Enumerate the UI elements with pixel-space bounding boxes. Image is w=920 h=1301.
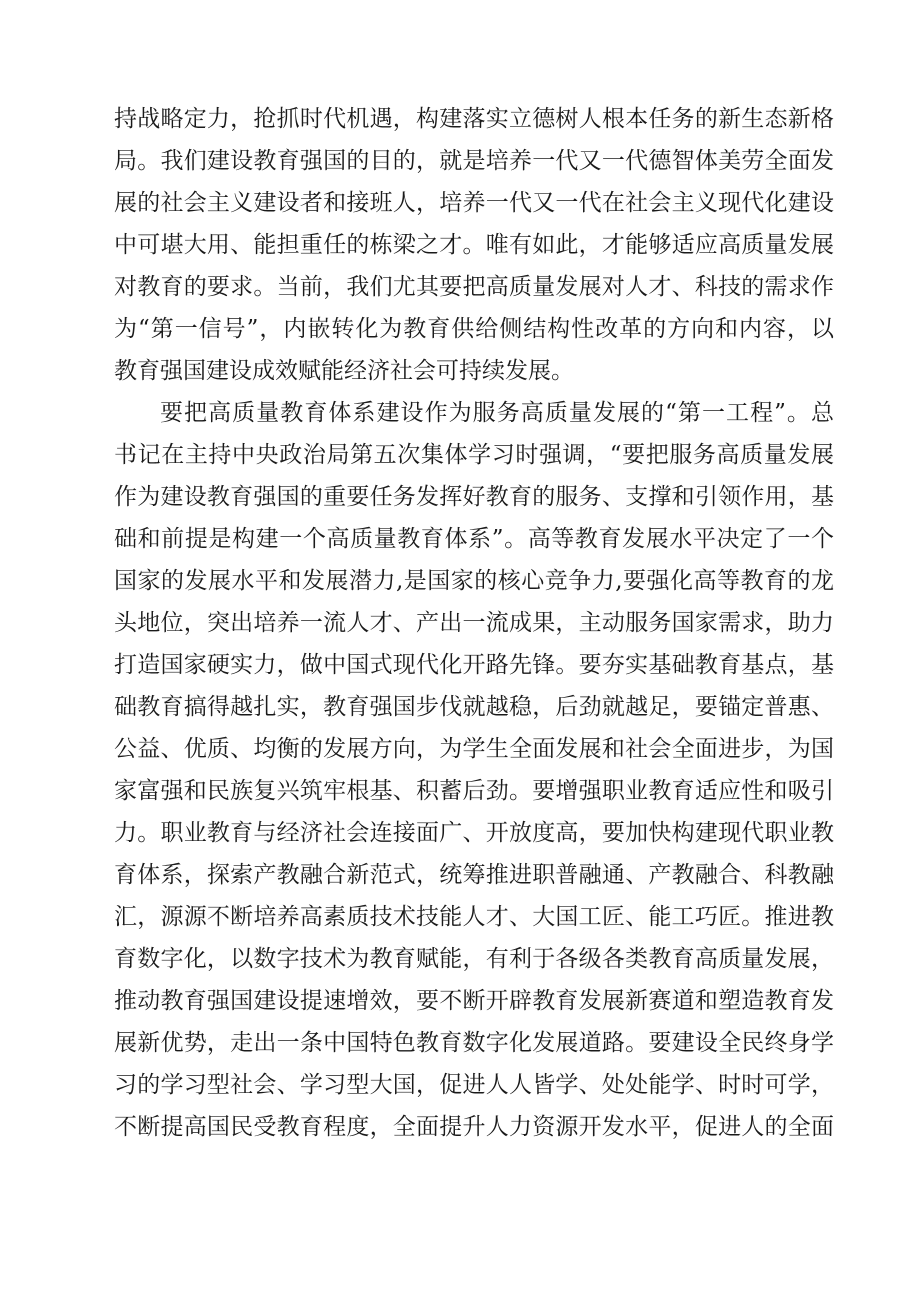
text-line: 教育强国建设成效赋能经济社会可持续发展。 xyxy=(114,358,574,384)
text-line: 作为建设教育强国的重要任务发挥好教育的服务、支撑和引领作用，基 xyxy=(114,484,834,510)
text-line: 力。职业教育与经济社会连接面广、开放度高，要加快构建现代职业教 xyxy=(114,820,834,846)
text-line: 展新优势，走出一条中国特色教育数字化发展道路。要建设全民终身学 xyxy=(114,1030,834,1056)
text-line: 不断提高国民受教育程度，全面提升人力资源开发水平，促进人的全面 xyxy=(114,1114,834,1140)
text-line: 础和前提是构建一个高质量教育体系”。高等教育发展水平决定了一个 xyxy=(114,526,834,552)
text-line: 推动教育强国建设提速增效，要不断开辟教育发展新赛道和塑造教育发 xyxy=(114,988,834,1014)
text-line: 国家的发展水平和发展潜力,是国家的核心竞争力,要强化高等教育的龙 xyxy=(114,568,834,594)
text-line: 对教育的要求。当前，我们尤其要把高质量发展对人才、科技的需求作 xyxy=(114,274,834,300)
text-line: 持战略定力，抢抓时代机遇，构建落实立德树人根本任务的新生态新格 xyxy=(114,106,834,132)
paragraph-2 xyxy=(114,392,834,1148)
text-line: 书记在主持中央政治局第五次集体学习时强调，“要把服务高质量发展 xyxy=(114,442,834,468)
text-line: 础教育搞得越扎实，教育强国步伐就越稳，后劲就越足，要锚定普惠、 xyxy=(114,694,834,720)
paragraph-1 xyxy=(114,98,834,392)
text-line: 局。我们建设教育强国的目的，就是培养一代又一代德智体美劳全面发 xyxy=(114,148,834,174)
text-line: 习的学习型社会、学习型大国，促进人人皆学、处处能学、时时可学， xyxy=(114,1072,834,1098)
text-line: 中可堪大用、能担重任的栋梁之才。唯有如此，才能够适应高质量发展 xyxy=(114,232,834,258)
text-line: 育体系，探索产教融合新范式，统筹推进职普融通、产教融合、科教融 xyxy=(114,862,834,888)
text-line: 公益、优质、均衡的发展方向，为学生全面发展和社会全面进步，为国 xyxy=(114,736,834,762)
text-line: 展的社会主义建设者和接班人，培养一代又一代在社会主义现代化建设 xyxy=(114,190,834,216)
document-body xyxy=(114,98,834,1148)
text-line: 头地位，突出培养一流人才、产出一流成果，主动服务国家需求，助力 xyxy=(114,610,834,636)
text-line: 家富强和民族复兴筑牢根基、积蓄后劲。要增强职业教育适应性和吸引 xyxy=(114,778,834,804)
text-line: 要把高质量教育体系建设作为服务高质量发展的“第一工程”。总 xyxy=(160,400,834,426)
text-line: 育数字化，以数字技术为教育赋能，有利于各级各类教育高质量发展， xyxy=(114,946,834,972)
text-line: 汇，源源不断培养高素质技术技能人才、大国工匠、能工巧匠。推进教 xyxy=(114,904,834,930)
text-line: 为“第一信号”，内嵌转化为教育供给侧结构性改革的方向和内容，以 xyxy=(114,316,834,342)
text-line: 打造国家硬实力，做中国式现代化开路先锋。要夯实基础教育基点，基 xyxy=(114,652,834,678)
